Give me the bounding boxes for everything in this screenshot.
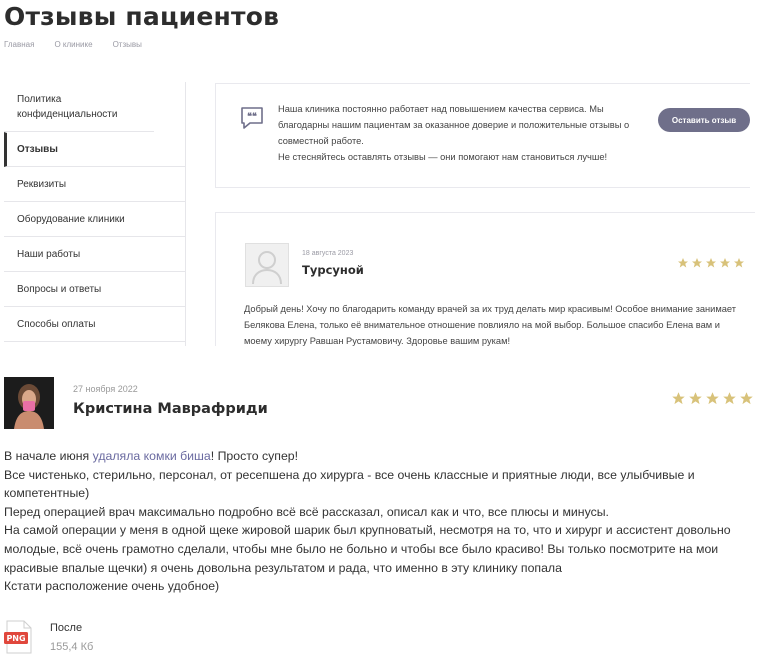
star-icon <box>677 254 689 273</box>
user-placeholder-icon <box>246 244 288 286</box>
review-date: 27 ноября 2022 <box>73 384 138 394</box>
review-paragraph: На самой операции у меня в одной щеке жировой шарик был крупноватый, несмотря на то, что и хирург и ассистент довольно молодые, всё очень грамотно сделали, чтобы мне было не больно и чтобы все было красиво! Вы только посмотрите на мои красивые впалые щечки) я очень довольна результатом и рада, что именно в эту клинику попала <box>4 523 731 575</box>
avatar-photo <box>4 377 54 429</box>
sidebar-item-works[interactable]: Наши работы <box>4 237 185 272</box>
png-file-icon[interactable] <box>4 620 34 658</box>
star-icon <box>691 254 703 273</box>
sidebar-item-faq[interactable]: Вопросы и ответы <box>4 272 185 307</box>
star-icon <box>705 391 720 410</box>
breadcrumb-home[interactable]: Главная <box>4 40 35 49</box>
sidebar-item-payment[interactable]: Способы оплаты <box>4 307 185 342</box>
procedure-link[interactable]: удаляла комки биша <box>92 449 211 463</box>
info-text <box>278 101 650 165</box>
sidebar-item-privacy[interactable]: Политика конфиденциальности <box>4 82 154 132</box>
star-icon <box>739 391 754 410</box>
rating-stars <box>671 391 754 410</box>
review-text-intro <box>4 447 739 466</box>
star-icon <box>688 391 703 410</box>
page-title: Отзывы пациентов <box>4 2 280 31</box>
review-paragraph: Кстати расположение очень удобное) <box>4 579 220 594</box>
sidebar-item-reviews[interactable]: Отзывы <box>4 132 185 167</box>
leave-review-button[interactable]: Оставить отзыв <box>658 108 750 132</box>
info-text-encourage: Не стесняйтесь оставлять отзывы — они помогают нам становиться лучше! <box>278 152 608 162</box>
review-text <box>4 447 739 596</box>
sidebar <box>4 82 186 346</box>
review-card <box>215 212 755 346</box>
rating-stars <box>677 254 745 273</box>
sidebar-item-equipment[interactable]: Оборудование клиники <box>4 202 185 237</box>
review-author: Кристина Маврафриди <box>73 401 268 417</box>
attachment-size: 155,4 Кб <box>50 641 94 653</box>
review-text: Добрый день! Хочу по благодарить команду врачей за их труд делать мир красивым! Особое внимание занимает Белякова Елена, только её внимательное отношение повлияло на мой выбор. Большое спасибо Елена вам и моему хирургу Равшан Рустамовичу. Здоровье вашим рукам! <box>244 304 737 346</box>
avatar <box>245 243 289 287</box>
star-icon <box>705 254 717 273</box>
review-paragraph: Все чистенько, стерильно, персонал, от ресепшена до хирурга - все очень классные и приятные люди, все улыбчивые и компетентные) <box>4 467 695 501</box>
review-date: 18 августа 2023 <box>302 250 354 257</box>
file-type-label: PNG <box>6 634 26 643</box>
breadcrumb-about[interactable]: О клинике <box>54 40 93 49</box>
review-text-start: В начале июня <box>4 449 93 463</box>
review-text-exclaim: ! Просто супер! <box>210 449 299 463</box>
breadcrumb <box>4 40 142 49</box>
attachment-name[interactable]: После <box>50 622 83 634</box>
breadcrumb-current: Отзывы <box>112 40 142 49</box>
sidebar-item-requisites[interactable]: Реквизиты <box>4 167 185 202</box>
info-text-main: Наша клиника постоянно работает над повышением качества сервиса. Мы благодарны нашим пациентам за оказанное доверие и положительные отзывы о совместной работе. <box>278 104 630 146</box>
star-icon <box>719 254 731 273</box>
review-author: Турсуной <box>302 263 364 277</box>
chat-bubble-icon <box>239 105 265 135</box>
star-icon <box>671 391 686 410</box>
info-card <box>215 83 750 188</box>
review-paragraph: Перед операцией врач максимально подробно всё всё рассказал, описал как и что, все плюсы и минусы. <box>4 504 609 519</box>
star-icon <box>733 254 745 273</box>
svg-text:❝❝: ❝❝ <box>247 112 257 122</box>
star-icon <box>722 391 737 410</box>
